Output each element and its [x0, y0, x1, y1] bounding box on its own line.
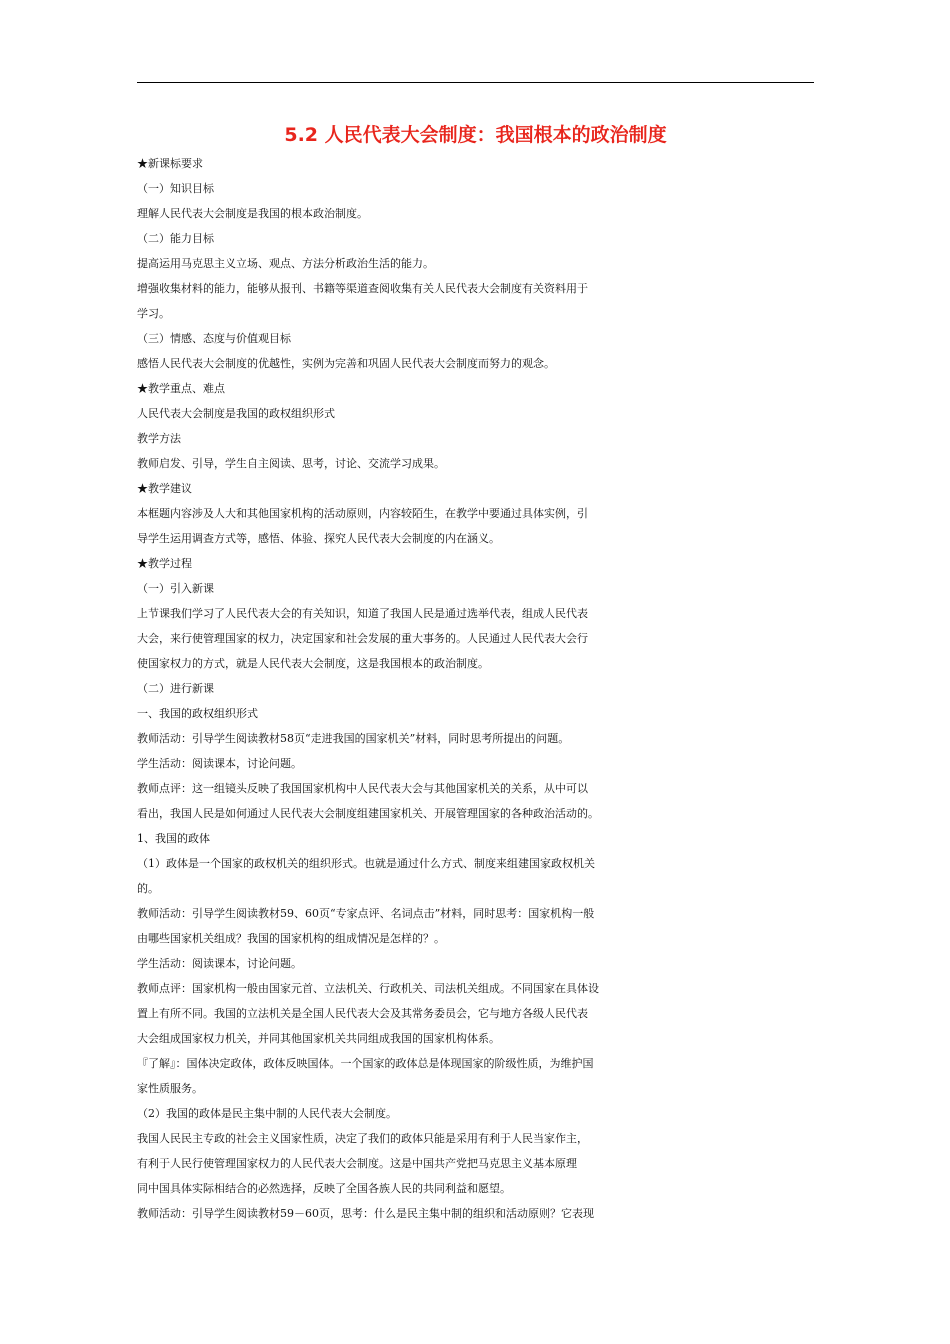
body-line: ★教学建议	[137, 482, 192, 495]
body-line: 我国人民民主专政的社会主义国家性质，决定了我们的政体只能是采用有利于人民当家作主，	[137, 1132, 588, 1145]
body-line: 一、我国的政权组织形式	[137, 707, 258, 720]
body-line: （1）政体是一个国家的政权机关的组织形式。也就是通过什么方式、制度来组建国家政权机关	[137, 857, 595, 870]
body-line: 使国家权力的方式，就是人民代表大会制度，这是我国根本的政治制度。	[137, 657, 489, 670]
body-line: 家性质服务。	[137, 1082, 203, 1095]
body-line: 有利于人民行使管理国家权力的人民代表大会制度。这是中国共产党把马克思主义基本原理	[137, 1157, 577, 1170]
body-line: 感悟人民代表大会制度的优越性，实例为完善和巩固人民代表大会制度而努力的观念。	[137, 357, 555, 370]
body-line: 教师点评：国家机构一般由国家元首、立法机关、行政机关、司法机关组成。不同国家在具体设	[137, 982, 599, 995]
body-line: ★新课标要求	[137, 157, 203, 170]
body-line: 『了解』：国体决定政体，政体反映国体。一个国家的政体总是体现国家的阶级性质，为维护国	[137, 1057, 594, 1070]
body-line: ★教学过程	[137, 557, 192, 570]
body-line: 大会组成国家权力机关，并同其他国家机关共同组成我国的国家机构体系。	[137, 1032, 500, 1045]
body-line: 由哪些国家机关组成？我国的国家机构的组成情况是怎样的？。	[137, 932, 445, 945]
body-line: （一）引入新课	[137, 582, 214, 595]
document-body	[137, 151, 827, 1226]
body-line: （二）能力目标	[137, 232, 214, 245]
body-line: 学习。	[137, 307, 170, 320]
body-line: （2）我国的政体是民主集中制的人民代表大会制度。	[137, 1107, 397, 1120]
body-line: 教学方法	[137, 432, 181, 445]
body-line: 大会，来行使管理国家的权力，决定国家和社会发展的重大事务的。人民通过人民代表大会行	[137, 632, 588, 645]
body-line: 教师活动：引导学生阅读教材59、60页“专家点评、名词点击”材料，同时思考：国家机构一般	[137, 907, 595, 920]
body-line: （三）情感、态度与价值观目标	[137, 332, 291, 345]
body-line: 的。	[137, 882, 159, 895]
body-line: 理解人民代表大会制度是我国的根本政治制度。	[137, 207, 368, 220]
body-line: 人民代表大会制度是我国的政权组织形式	[137, 407, 335, 420]
body-line: 教师活动：引导学生阅读教材58页“走进我国的国家机关”材料，同时思考所提出的问题。	[137, 732, 570, 745]
document-title: 5.2 人民代表大会制度：我国根本的政治制度	[284, 124, 667, 146]
body-line: 置上有所不同。我国的立法机关是全国人民代表大会及其常务委员会，它与地方各级人民代表	[137, 1007, 588, 1020]
body-line: （二）进行新课	[137, 682, 214, 695]
body-line: 教师点评：这一组镜头反映了我国国家机构中人民代表大会与其他国家机关的关系，从中可以	[137, 782, 588, 795]
header-rule	[137, 82, 814, 83]
body-line: 同中国具体实际相结合的必然选择，反映了全国各族人民的共同利益和愿望。	[137, 1182, 511, 1195]
body-line: ★教学重点、难点	[137, 382, 225, 395]
body-line: 增强收集材料的能力，能够从报刊、书籍等渠道查阅收集有关人民代表大会制度有关资料用于	[137, 282, 588, 295]
body-line: 教师活动：引导学生阅读教材59－60页，思考：什么是民主集中制的组织和活动原则？它表现	[137, 1207, 594, 1220]
body-line: 学生活动：阅读课本，讨论问题。	[137, 957, 302, 970]
body-line: 提高运用马克思主义立场、观点、方法分析政治生活的能力。	[137, 257, 434, 270]
body-line: 教师启发、引导，学生自主阅读、思考，讨论、交流学习成果。	[137, 457, 445, 470]
body-line: 1、我国的政体	[137, 832, 210, 845]
body-line: 导学生运用调查方式等，感悟、体验、探究人民代表大会制度的内在涵义。	[137, 532, 500, 545]
body-line: 看出，我国人民是如何通过人民代表大会制度组建国家机关、开展管理国家的各种政治活动的。	[137, 807, 599, 820]
body-line: 学生活动：阅读课本，讨论问题。	[137, 757, 302, 770]
body-line: （一）知识目标	[137, 182, 214, 195]
body-line: 本框题内容涉及人大和其他国家机构的活动原则，内容较陌生，在教学中要通过具体实例，引	[137, 507, 588, 520]
body-line: 上节课我们学习了人民代表大会的有关知识，知道了我国人民是通过选举代表，组成人民代表	[137, 607, 588, 620]
